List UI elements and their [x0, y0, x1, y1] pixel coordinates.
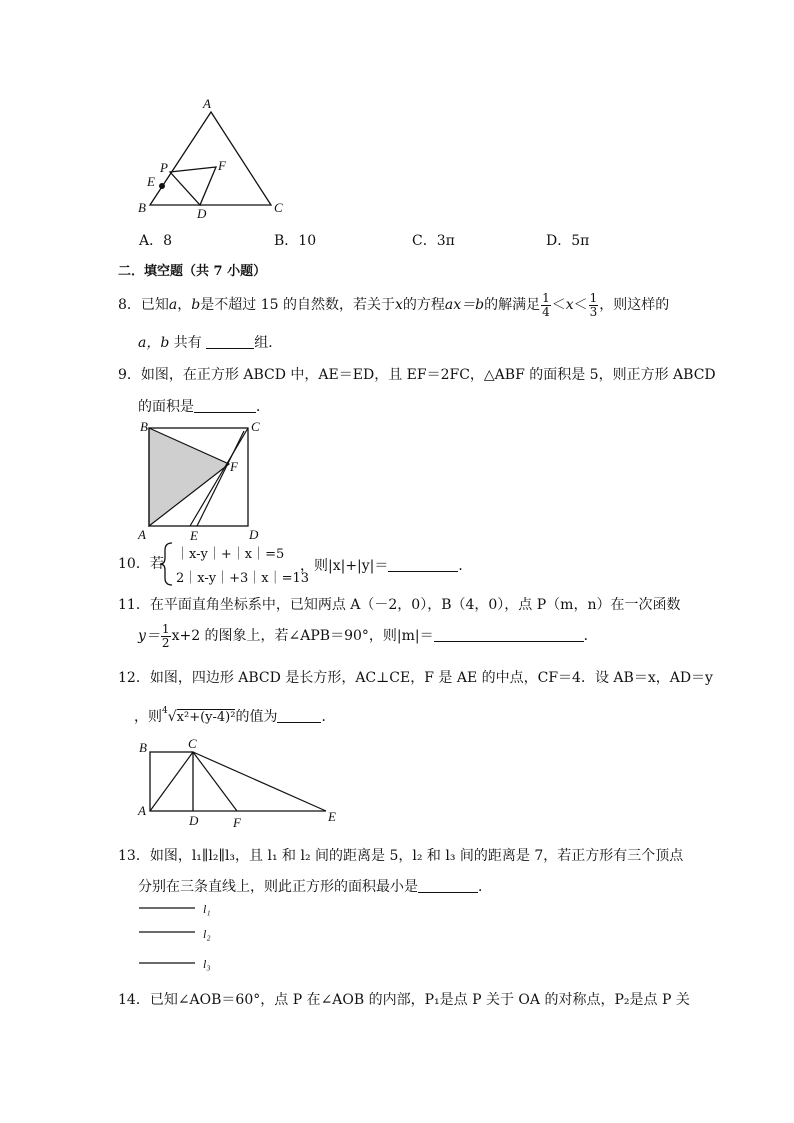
question-13-line2: 分别在三条直线上，则此正方形的面积最小是 ．: [138, 879, 492, 895]
option-b[interactable]: B．10: [274, 233, 317, 249]
question-9-line2: 的面积是 ．: [138, 399, 270, 415]
question-14-line1: 14．已知∠AOB＝60°，点 P 在∠AOB 的内部，P₁是点 P 关于 OA 的对称点，P₂是点 P 关: [118, 992, 690, 1008]
question-13-line1: 13．如图，l₁∥l₂∥l₃，且 l₁ 和 l₂ 间的距离是 5，l₂ 和 l₃ 间的距离是 7，若正方形有三个顶点: [118, 848, 684, 864]
option-a[interactable]: A．8: [139, 233, 173, 249]
label-b: B: [138, 200, 146, 215]
label-l3: l₃: [203, 957, 211, 971]
label-l1: l₁: [203, 902, 211, 916]
label-a: A: [203, 96, 211, 111]
question-8-line1: 8．已知a，b是不超过 15 的自然数，若关于x的方程ax＝b的解满足 $\frac{1}{4}$ ＜x＜ $\frac{1}{3}$ ，则这样的: [118, 290, 670, 319]
option-d[interactable]: D．5π: [546, 233, 590, 249]
question-12-line2: ，则$^4$√x²+(y-4)²的值为 ．: [134, 706, 336, 725]
label-d: D: [197, 206, 207, 221]
question-8-line2: a，b 共有 组．: [138, 335, 283, 351]
label-b9: B: [140, 419, 148, 434]
label-d9: D: [249, 527, 259, 542]
label-a12: A: [138, 803, 146, 818]
question-11-line2: y＝ $\frac{1}{2}$ x+2 的图象上，若∠APB＝90°，则|m|＝ ．: [138, 621, 598, 650]
section-title: 二．填空题（共 7 小题）: [118, 264, 267, 279]
label-b12: B: [139, 740, 147, 755]
option-c[interactable]: C．3π: [412, 233, 455, 249]
label-d12: D: [189, 813, 199, 828]
label-p: P: [160, 160, 168, 175]
question-11-line1: 11．在平面直角坐标系中，已知两点 A（－2，0），B（4，0），点 P（m，n）在一次函数: [118, 597, 681, 613]
label-e: E: [147, 174, 155, 189]
system-eq1: ｜x-y｜+｜x｜=5: [176, 547, 285, 562]
label-e12: E: [328, 809, 336, 824]
label-c9: C: [251, 419, 260, 434]
label-c12: C: [188, 736, 197, 751]
label-e9: E: [190, 528, 198, 543]
label-f9: F: [230, 459, 238, 474]
question-9-line1: 9．如图，在正方形 ABCD 中，AE＝ED，且 EF＝2FC，△ABF 的面积是 5，则正方形 ABCD: [118, 367, 716, 383]
label-a9: A: [138, 527, 146, 542]
radical-sign-icon: √: [167, 709, 177, 725]
question-10-tail: ，则|x|+|y|＝ ．: [300, 558, 473, 574]
label-l2: l₂: [203, 927, 211, 941]
label-f12: F: [233, 815, 241, 830]
question-12-line1: 12．如图，四边形 ABCD 是长方形，AC⊥CE，F 是 AE 的中点，CF＝4．设 AB＝x，AD＝y: [118, 670, 713, 686]
label-f: F: [218, 158, 226, 173]
root-index: 4: [162, 706, 168, 716]
label-c: C: [274, 200, 283, 215]
radicand: x²+(y-4)²: [176, 710, 236, 725]
system-eq2: 2｜x-y｜+3｜x｜=13: [176, 571, 310, 586]
question-10-num: 10．若: [118, 556, 164, 572]
